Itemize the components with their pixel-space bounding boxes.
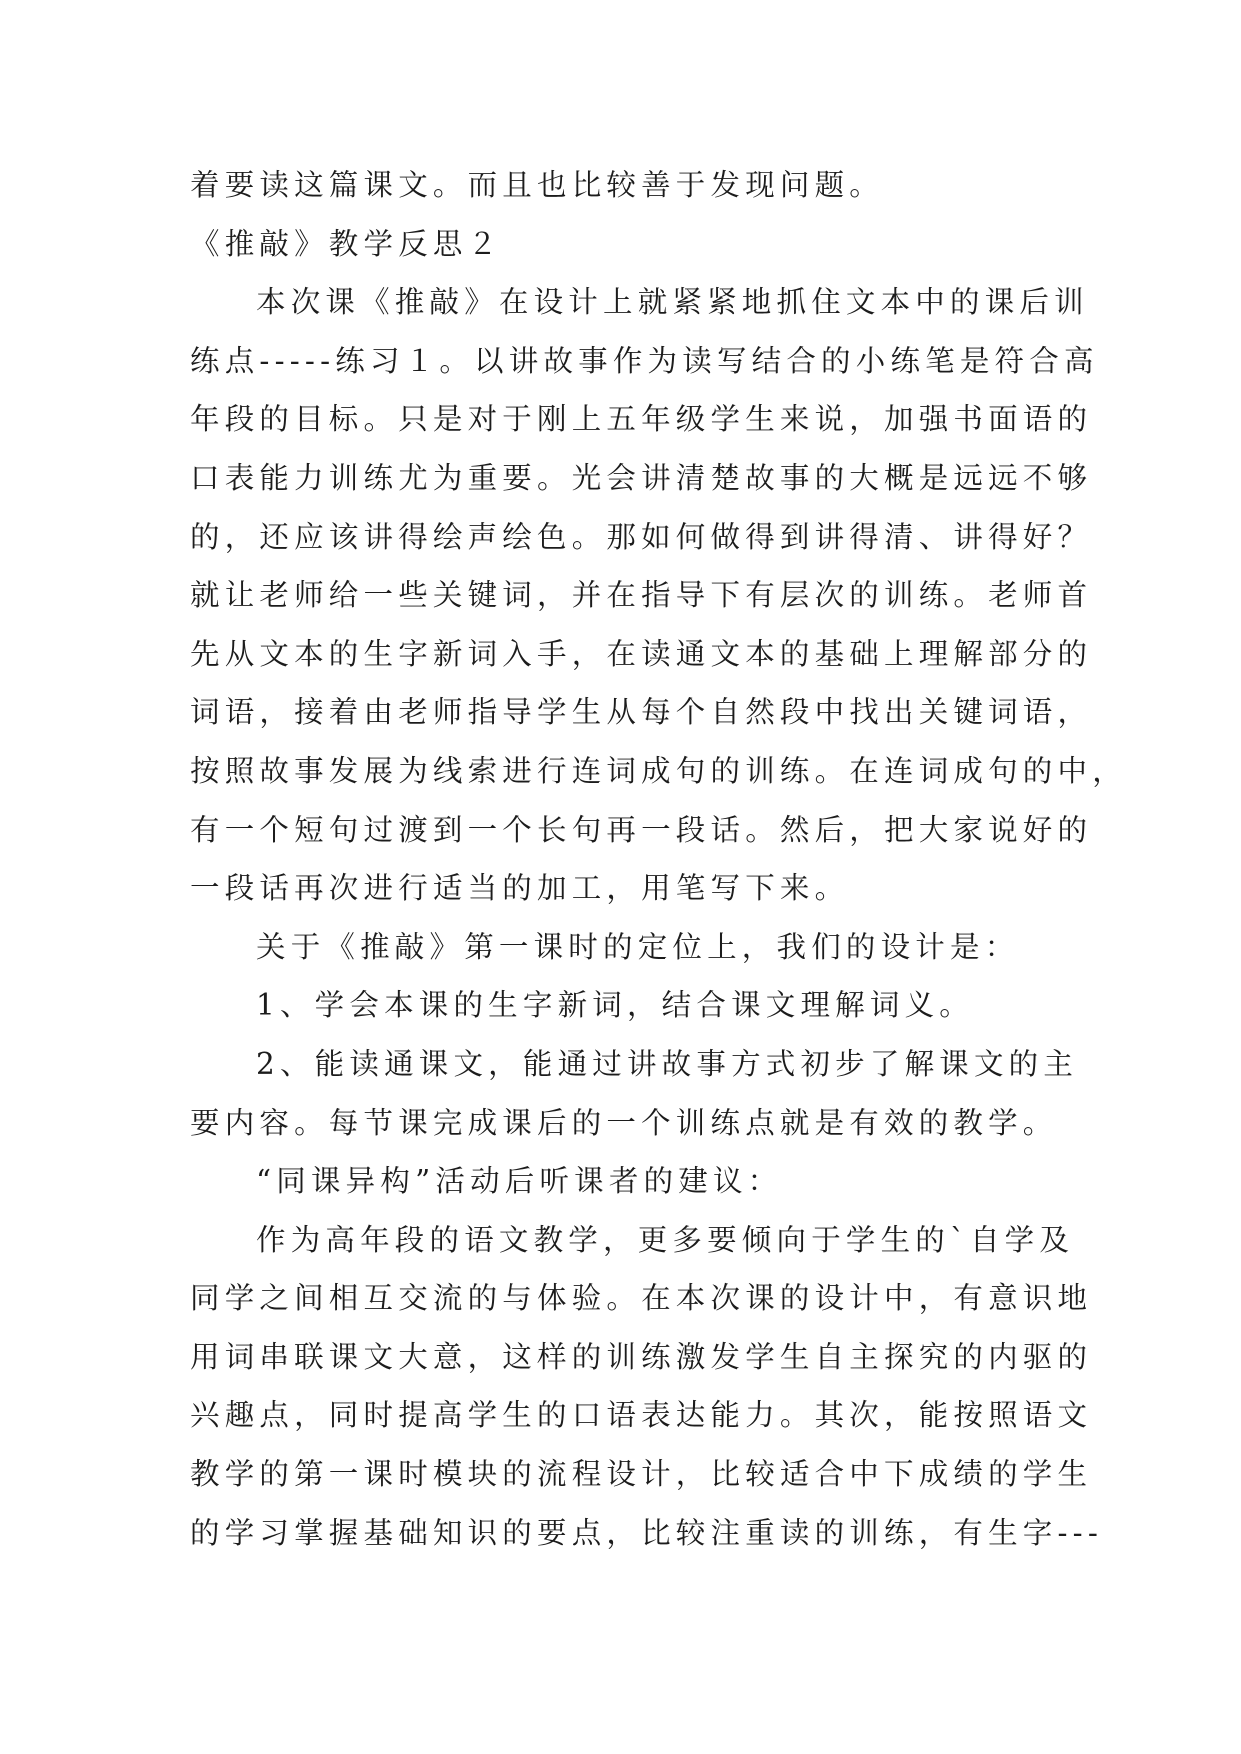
text-line: 就让老师给一些关键词，并在指导下有层次的训练。老师首 (190, 578, 1093, 613)
text-line: 关于《推敲》第一课时的定位上，我们的设计是： (256, 929, 1020, 964)
text-line: 本次课《推敲》在设计上就紧紧地抓住文本中的课后训 (256, 285, 1089, 320)
text-line: 《推敲》教学反思２ (190, 226, 503, 261)
text-line: 的，还应该讲得绘声绘色。那如何做得到讲得清、讲得好？ (190, 519, 1093, 554)
text-line: 练点-----练习１。以讲故事作为读写结合的小练笔是符合高 (190, 343, 1099, 378)
text-line: 的学习掌握基础知识的要点，比较注重读的训练，有生字--- (190, 1515, 1104, 1550)
text-line: 作为高年段的语文教学，更多要倾向于学生的`自学及 (256, 1222, 1075, 1257)
text-line: 按照故事发展为线索进行连词成句的训练。在连词成句的中， (190, 753, 1127, 788)
text-line: 兴趣点，同时提高学生的口语表达能力。其次，能按照语文 (190, 1398, 1093, 1433)
text-line: 口表能力训练尤为重要。光会讲清楚故事的大概是远远不够 (190, 460, 1093, 495)
document-body (190, 156, 1127, 1562)
text-line: 用词串联课文大意，这样的训练激发学生自主探究的内驱的 (190, 1339, 1093, 1374)
text-line: 教学的第一课时模块的流程设计，比较适合中下成绩的学生 (190, 1457, 1093, 1492)
text-line: 要内容。每节课完成课后的一个训练点就是有效的教学。 (190, 1105, 1058, 1140)
text-line: 年段的目标。只是对于刚上五年级学生来说，加强书面语的 (190, 402, 1093, 437)
text-line: 一段话再次进行适当的加工，用笔写下来。 (190, 871, 850, 906)
text-line: 2、能读通课文，能通过讲故事方式初步了解课文的主 (256, 1046, 1079, 1081)
text-line: “同课异构”活动后听课者的建议： (256, 1164, 783, 1199)
text-line: 同学之间相互交流的与体验。在本次课的设计中，有意识地 (190, 1281, 1093, 1316)
text-line: 1、学会本课的生字新词，结合课文理解词义。 (256, 988, 974, 1023)
text-line: 着要读这篇课文。而且也比较善于发现问题。 (190, 168, 885, 202)
text-line: 词语，接着由老师指导学生从每个自然段中找出关键词语， (190, 695, 1093, 730)
text-line: 有一个短句过渡到一个长句再一段话。然后，把大家说好的 (190, 812, 1093, 847)
text-line: 先从文本的生字新词入手，在读通文本的基础上理解部分的 (190, 636, 1093, 671)
